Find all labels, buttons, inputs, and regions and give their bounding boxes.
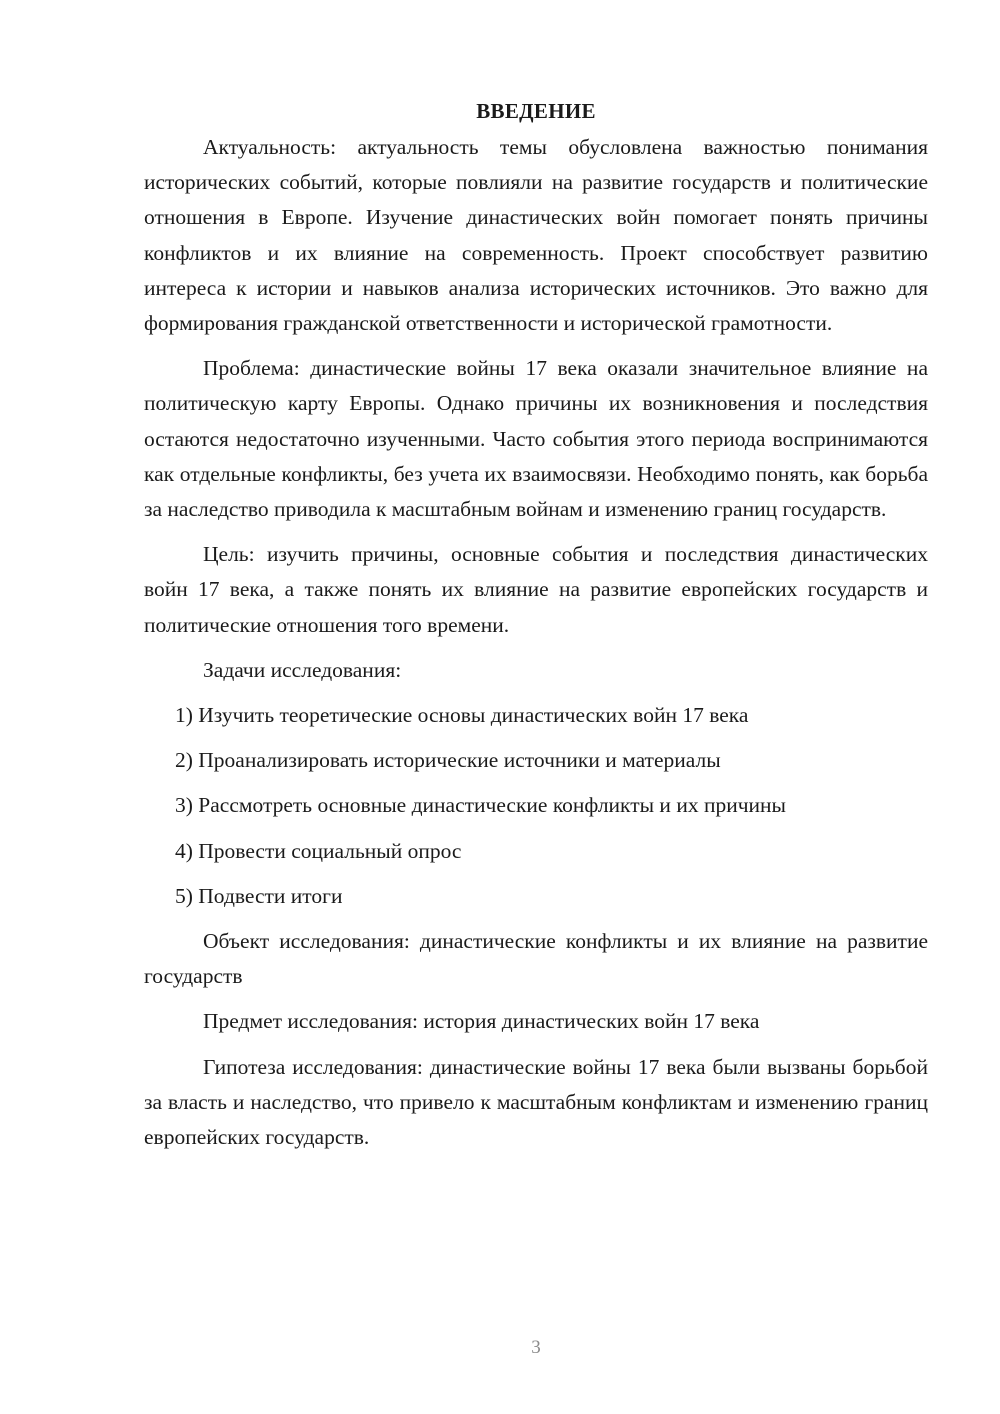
task-item: 1) Изучить теоретические основы династических войн 17 века [175,703,749,728]
page-number: 3 [531,1337,541,1358]
paragraph-hypothesis: Гипотеза исследования: династические войны 17 века были вызваны борьбой за власть и наследство, что привело к масштабным конфликтам и изменению границ европейских государств. [144,1054,928,1150]
paragraph-goal: Цель: изучить причины, основные события и последствия династических войн 17 века, а также понять их влияние на развитие европейских государств и политические отношения того времени. [144,542,928,637]
section-title: ВВЕДЕНИЕ [476,99,596,123]
paragraph-relevance: Актуальность: актуальность темы обусловлена важностью понимания исторических событий, которые повлияли на развитие государств и политические отношения в Европе. Изучение династических войн помогает понять причины конфликтов и их влияние на современность. Проект способствует развитию интереса к истории и навыков анализа исторических источников. Это важно для формирования гражданской ответственности и исторической грамотности. [144,135,928,336]
task-item: 4) Провести социальный опрос [175,838,462,863]
paragraph-subject: Предмет исследования: история династических войн 17 века [203,1009,760,1034]
page-content [144,96,928,1165]
paragraph-problem: Проблема: династические войны 17 века оказали значительное влияние на политическую карту Европы. Однако причины их возникновения и последствия остаются недостаточно изученными. Часто события этого периода воспринимаются как отдельные конфликты, без учета их взаимосвязи. Необходимо понять, как борьба за наследство приводила к масштабным войнам и изменению границ государств. [144,356,928,522]
task-item: 3) Рассмотреть основные династические конфликты и их причины [175,793,786,818]
task-item: 2) Проанализировать исторические источники и материалы [175,748,721,773]
tasks-heading: Задачи исследования: [203,657,402,682]
task-item: 5) Подвести итоги [175,883,343,908]
paragraph-object: Объект исследования: династические конфликты и их влияние на развитие государств [144,929,928,989]
tasks-list [144,698,928,914]
